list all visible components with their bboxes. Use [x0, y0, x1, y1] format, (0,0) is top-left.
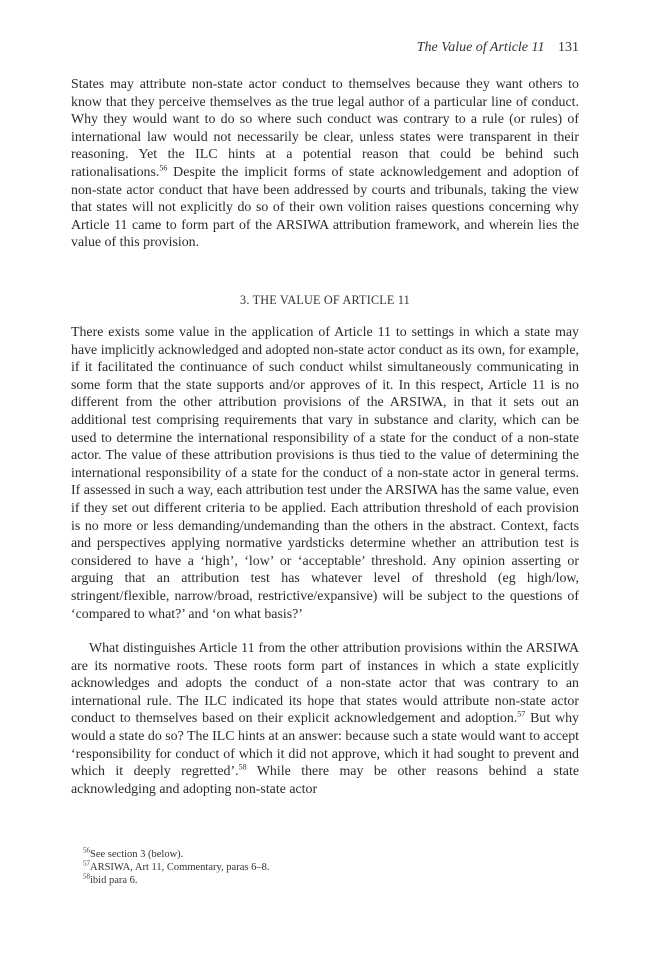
footnote-ref-56[interactable]: 56 — [159, 163, 168, 173]
body-paragraph-1 — [71, 76, 579, 252]
footnote — [83, 861, 269, 874]
paragraph-text: Despite the implicit forms of state acknowledgement and adoption of non-state actor conduct that have been addressed by courts and tribunals, taking the view that states will not explicitly do so of their own volition raises questions concerning why Article 11 came to form part of the ARSIWA attribution framework, and wherein lies the value of this provision. — [71, 164, 579, 251]
section-heading: 3. THE VALUE OF ARTICLE 11 — [240, 293, 410, 307]
page-number: 131 — [558, 40, 579, 55]
running-header-title: The Value of Article 11 — [416, 40, 545, 55]
paragraph-text: States may attribute non-state actor conduct to themselves because they want others to know that they perceive themselves as the true legal author of a particular line of conduct. Why they would want to do so where such conduct was contrary to a rule (or rules) of international law would not necessarily be clear, unless states were transparent in their reasoning. Yet the ILC hints at a potential reason that could be behind such rationalisations. — [71, 77, 579, 180]
footnote-number: 58 — [83, 872, 90, 881]
paragraph-text: While there may be other reasons behind a state acknowledging and adopting non-state actor — [71, 764, 579, 797]
footnote-number: 57 — [83, 859, 90, 868]
footnote-number: 56 — [83, 846, 90, 855]
footnote-text: See section 3 (below). — [90, 849, 184, 860]
paragraph-text: What distinguishes Article 11 from the other attribution provisions within the ARSIWA are its normative roots. These roots form part of instances in which a state explicitly acknowledges and adopts the conduct of a non-state actor that was contrary to an international rule. The ILC indicated its hope that states would attribute non-state actor conduct to themselves based on their explicit acknowledgement and adoption. — [71, 641, 579, 727]
footnote — [83, 848, 269, 861]
body-paragraph-3 — [71, 640, 579, 798]
footnote — [83, 874, 269, 887]
footnote-ref-58[interactable]: 58 — [238, 762, 247, 772]
footnote-ref-57[interactable]: 57 — [517, 709, 526, 719]
paragraph-text: There exists some value in the application of Article 11 to settings in which a state may have implicitly acknowledged and adopted non-state actor conduct as its own, for example, if it facilitated the continuance of such conduct whilst simultaneously communicating in some form that the state supports and/or approves of it. In this respect, Article 11 is no different from the other attribution provisions of the ARSIWA, in that it sets out an additional test comprising requirements that vary in substance and clarity, which can be used to determine the international responsibility of a state for the conduct of a non-state actor. The value of these attribution provisions is thus tied to the value of determining the international responsibility of a state for the conduct of a non-state actor in general terms. If assessed in such a way, each attribution test under the ARSIWA has the same value, even if they set out different criteria to be applied. Each attribution threshold of each provision is no more or less demanding/undemanding than the others in the abstract. Context, facts and perspectives applying normative yardsticks determine whether an attribution test is considered to have a ‘high’, ‘low’ or ‘acceptable’ threshold. Any opinion asserting or arguing that an attribution test has whatever level of threshold (eg high/low, stringent/flexible, narrow/broad, restrictive/expansive) will be subject to the questions of ‘compared to what?’ and ‘on what basis?’ — [71, 325, 579, 622]
running-header — [417, 40, 579, 56]
footnote-text: ibid para 6. — [90, 875, 138, 887]
paragraph-text: But why would a state do so? The ILC hints at an answer: because such a state would want to accept ‘responsibility for conduct of which it did not approve, which it had sought to prevent and which it deeply regretted’. — [71, 711, 580, 780]
footnotes — [83, 848, 269, 888]
body-paragraph-2 — [71, 324, 579, 623]
footnote-text: ARSIWA, Art 11, Commentary, paras 6–8. — [90, 862, 270, 874]
